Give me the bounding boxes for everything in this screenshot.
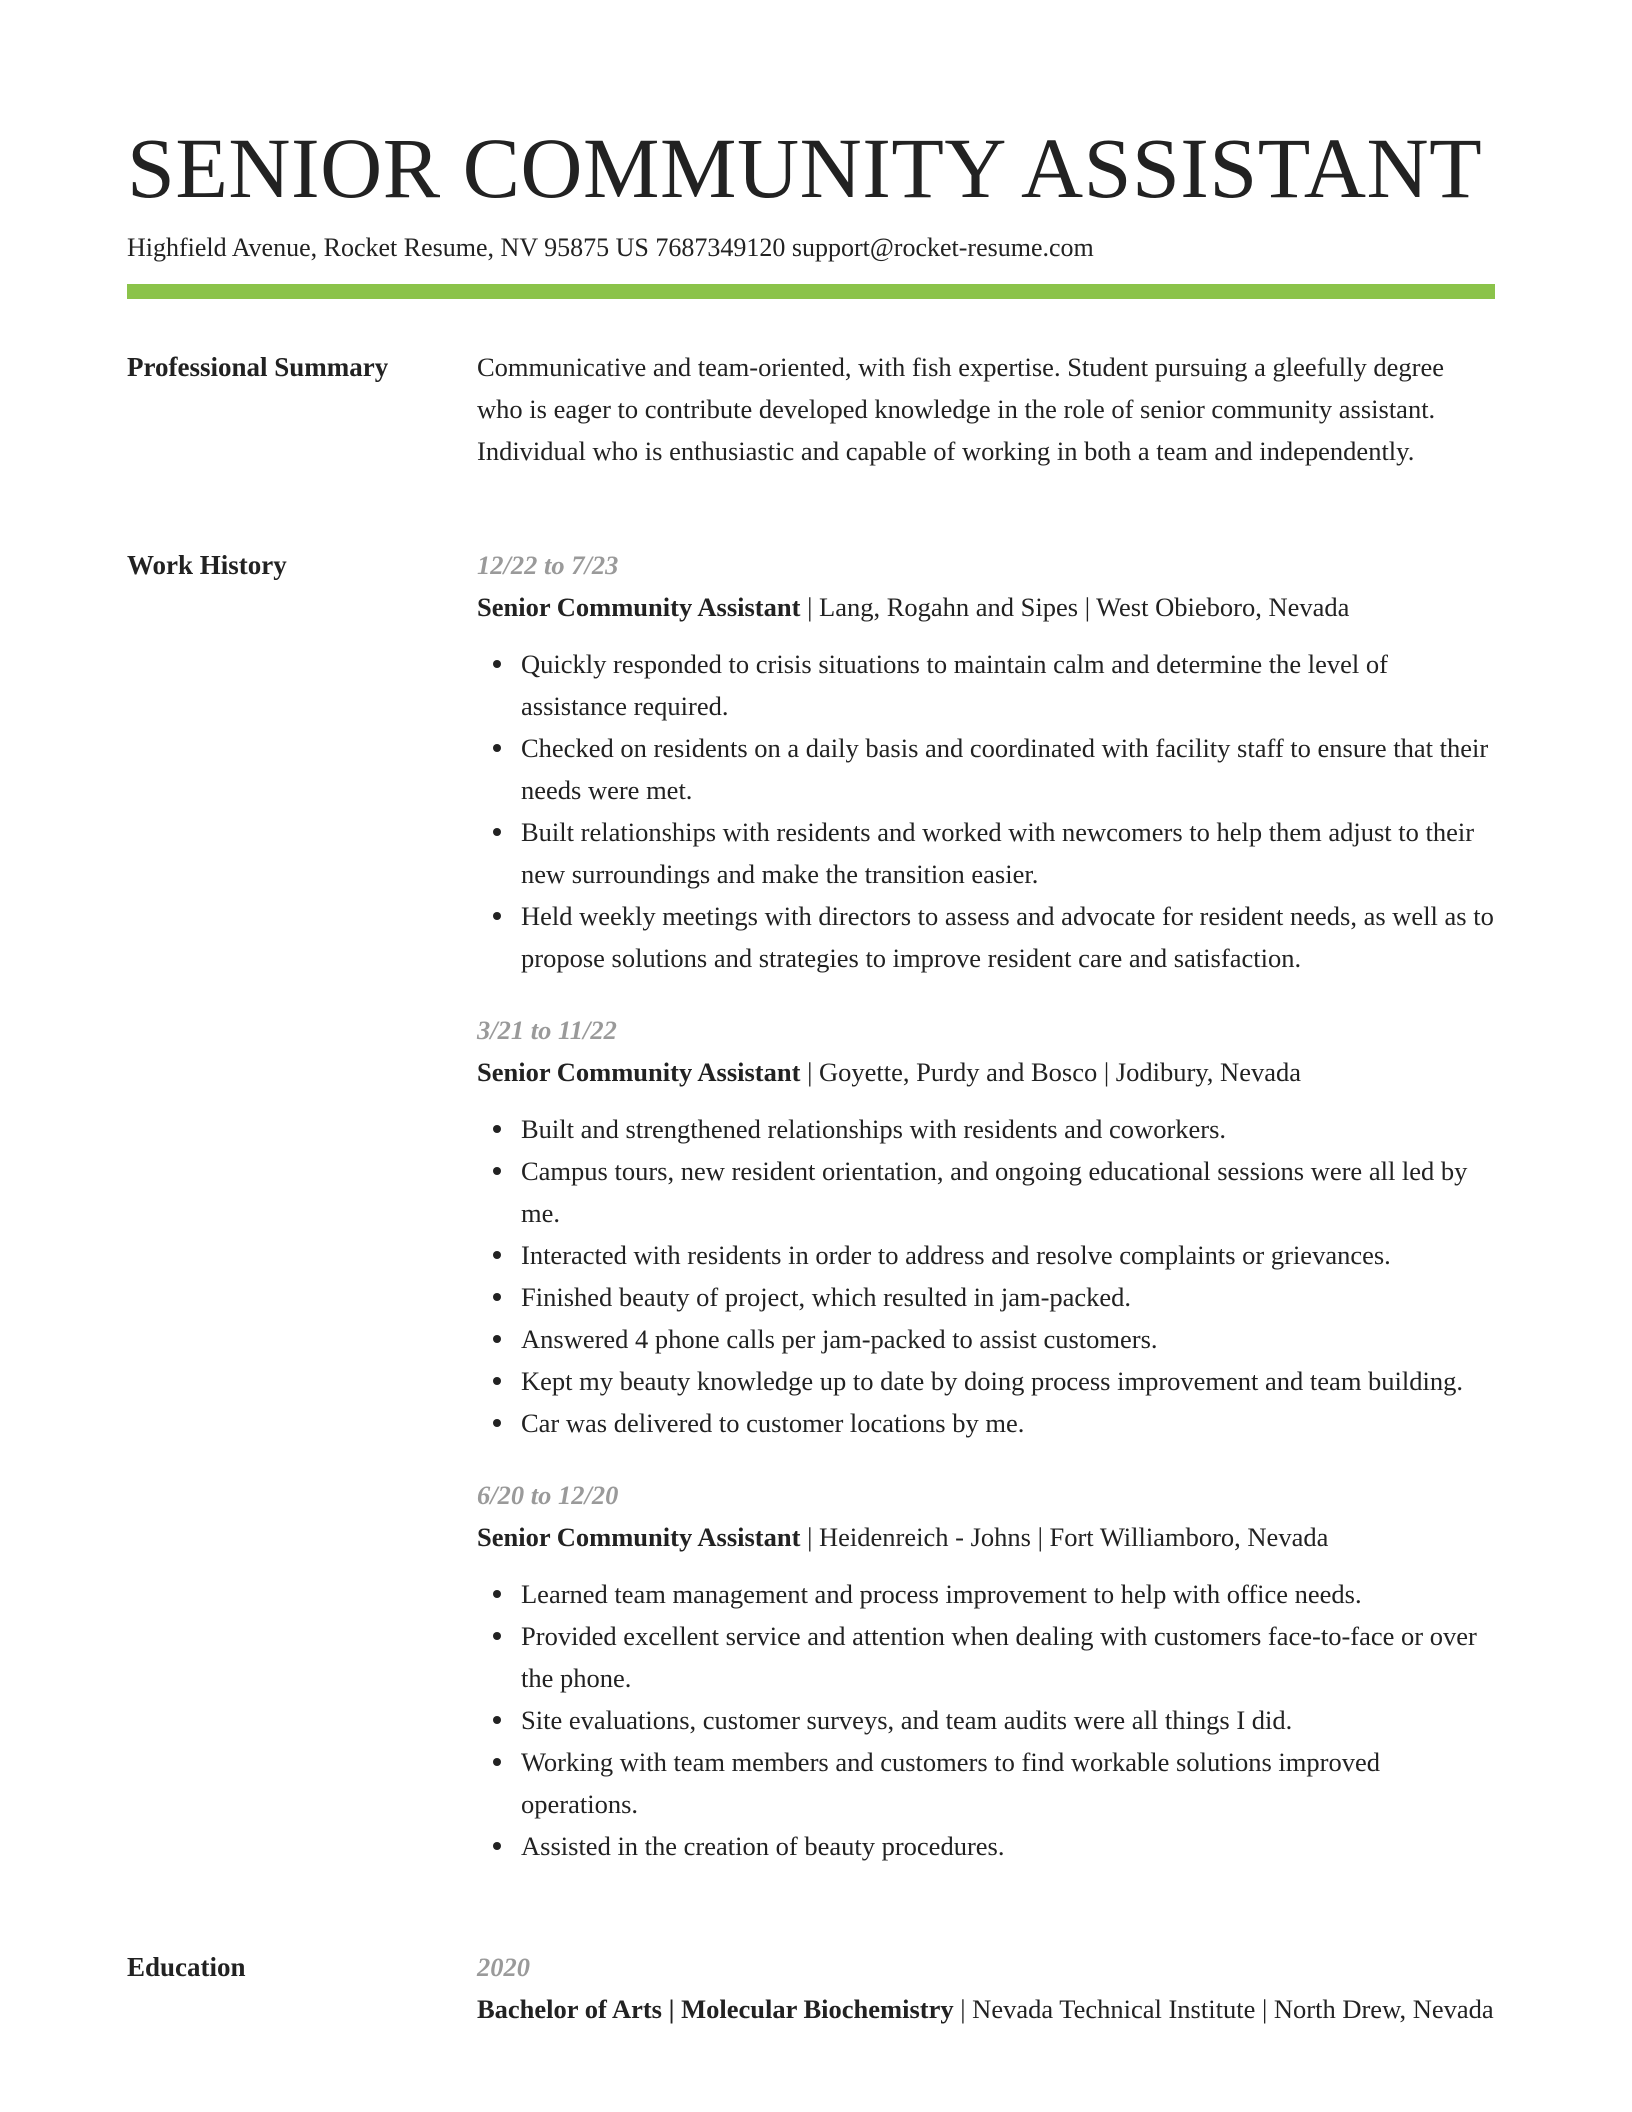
bullet-item: Provided excellent service and attention when dealing with customers face-to-face or over the phone. — [521, 1615, 1495, 1699]
job-dates: 3/21 to 11/22 — [477, 1015, 617, 1045]
resume-title: SENIOR COMMUNITY ASSISTANT — [127, 120, 1483, 216]
bullet-item: Assisted in the creation of beauty procedures. — [521, 1825, 1495, 1867]
job-heading — [477, 1516, 1495, 1558]
bullet-item: Interacted with residents in order to address and resolve complaints or grievances. — [521, 1234, 1495, 1276]
job-dates: 12/22 to 7/23 — [477, 550, 619, 580]
bullet-item: Kept my beauty knowledge up to date by doing process improvement and team building. — [521, 1360, 1495, 1402]
job-heading — [477, 1051, 1495, 1093]
bullet-item: Built and strengthened relationships with residents and coworkers. — [521, 1108, 1495, 1150]
job-employer: | Goyette, Purdy and Bosco | Jodibury, Nevada — [800, 1057, 1301, 1087]
job-title: Senior Community Assistant — [477, 1522, 801, 1552]
bullet-item: Site evaluations, customer surveys, and team audits were all things I did. — [521, 1699, 1495, 1741]
job-bullets — [477, 1573, 1495, 1867]
bullet-item: Learned team management and process improvement to help with office needs. — [521, 1573, 1495, 1615]
job-bullets — [477, 643, 1495, 979]
job-dates: 6/20 to 12/20 — [477, 1480, 619, 1510]
job-employer: | Heidenreich - Johns | Fort Williamboro, Nevada — [800, 1522, 1329, 1552]
accent-divider — [127, 284, 1495, 299]
job-heading — [477, 586, 1495, 628]
job-employer: | Lang, Rogahn and Sipes | West Obieboro, Nevada — [800, 592, 1350, 622]
education-heading: Education — [127, 1952, 246, 1982]
job-title: Senior Community Assistant — [477, 1057, 801, 1087]
education-year: 2020 — [477, 1952, 530, 1982]
job-entry — [477, 1474, 1495, 1867]
school-details: | Nevada Technical Institute | North Drew, Nevada — [953, 1994, 1494, 2024]
summary-text: Communicative and team-oriented, with fish expertise. Student pursuing a gleefully degree who is eager to contribute developed knowledge in the role of senior community assistant. Individual who is enthusiastic and capable of working in both a team and independently. — [477, 352, 1444, 466]
job-entry — [477, 1009, 1495, 1444]
bullet-item: Car was delivered to customer locations by me. — [521, 1402, 1495, 1444]
degree-title: Bachelor of Arts | Molecular Biochemistry — [477, 1994, 954, 2024]
bullet-item: Campus tours, new resident orientation, and ongoing educational sessions were all led by me. — [521, 1150, 1495, 1234]
job-bullets — [477, 1108, 1495, 1444]
job-title: Senior Community Assistant — [477, 592, 801, 622]
job-entry — [477, 544, 1495, 979]
work-history-heading: Work History — [127, 550, 287, 580]
contact-info: Highfield Avenue, Rocket Resume, NV 95875 US 7687349120 support@rocket-resume.com — [127, 233, 1094, 262]
bullet-item: Working with team members and customers to find workable solutions improved operations. — [521, 1741, 1495, 1825]
bullet-item: Finished beauty of project, which resulted in jam-packed. — [521, 1276, 1495, 1318]
bullet-item: Quickly responded to crisis situations to maintain calm and determine the level of assistance required. — [521, 643, 1495, 727]
bullet-item: Built relationships with residents and worked with newcomers to help them adjust to their new surroundings and make the transition easier. — [521, 811, 1495, 895]
bullet-item: Checked on residents on a daily basis and coordinated with facility staff to ensure that their needs were met. — [521, 727, 1495, 811]
education-entry — [477, 1988, 1495, 2030]
summary-heading: Professional Summary — [127, 352, 389, 382]
bullet-item: Answered 4 phone calls per jam-packed to assist customers. — [521, 1318, 1495, 1360]
bullet-item: Held weekly meetings with directors to assess and advocate for resident needs, as well as to propose solutions and strategies to improve resident care and satisfaction. — [521, 895, 1495, 979]
